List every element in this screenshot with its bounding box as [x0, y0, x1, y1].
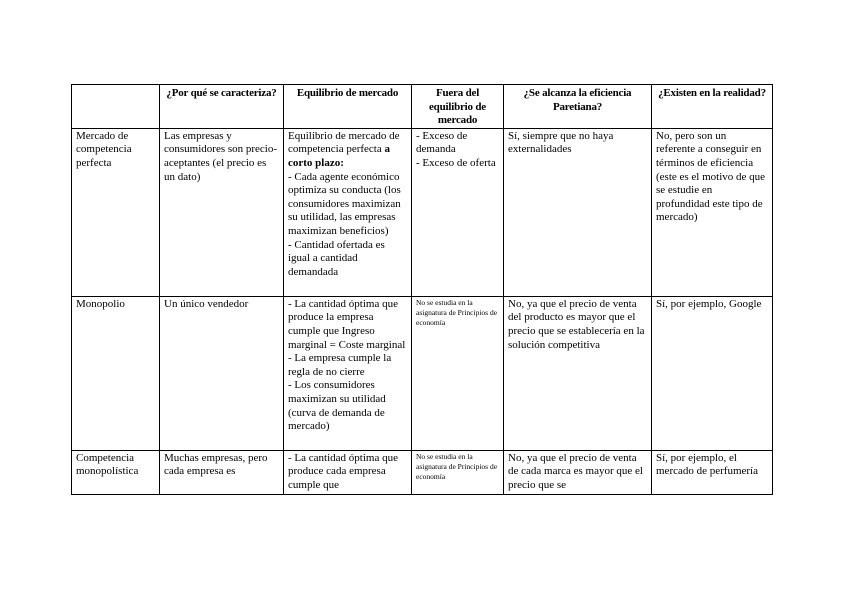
header-caracteriza: ¿Por qué se caracteriza? [160, 85, 284, 129]
header-eficiencia: ¿Se alcanza la eficiencia Paretiana? [504, 85, 652, 129]
cell-realidad: Sí, por ejemplo, Google [652, 296, 773, 450]
row-label: Mercado de competencia perfecta [72, 128, 160, 296]
cell-fuera: No se estudia en la asignatura de Principios de economía [412, 296, 504, 450]
cell-fuera: No se estudia en la asignatura de Principios de economía [412, 450, 504, 494]
header-row [72, 85, 773, 129]
equilibrio-item: - Cantidad ofertada es igual a cantidad demandada [288, 238, 385, 278]
cell-realidad: Sí, por ejemplo, el mercado de perfumería [652, 450, 773, 494]
equilibrio-item: - Cada agente económico optimiza su conducta (los consumidores maximizan su utilidad, las empresas maximizan beneficios) [288, 170, 401, 237]
table-row-competencia-perfecta [72, 128, 773, 296]
fuera-item: - Exceso de oferta [416, 156, 496, 169]
header-realidad: ¿Existen en la realidad? [652, 85, 773, 129]
equilibrio-item: - Los consumidores maximizan su utilidad (curva de demanda de mercado) [288, 379, 386, 433]
comparison-table [71, 84, 773, 495]
equilibrio-item: - La empresa cumple la regla de no cierre [288, 352, 392, 378]
table-row-monopolio [72, 296, 773, 450]
header-equilibrio: Equilibrio de mercado [284, 85, 412, 129]
cell-equilibrio [284, 450, 412, 494]
table-row-competencia-monopolistica [72, 450, 773, 494]
cell-realidad: No, pero son un referente a conseguir en términos de eficiencia (este es el motivo de que se estudie en profundidad este tipo de mercado) [652, 128, 773, 296]
cell-equilibrio [284, 128, 412, 296]
row-label: Competencia monopolística [72, 450, 160, 494]
cell-eficiencia: No, ya que el precio de venta del producto es mayor que el precio que se establecería en la solución competitiva [504, 296, 652, 450]
cell-fuera [412, 128, 504, 296]
cell-eficiencia: Sí, siempre que no haya externalidades [504, 128, 652, 296]
fuera-item: - Exceso de demanda [416, 129, 468, 156]
row-label: Monopolio [72, 296, 160, 450]
header-empty [72, 85, 160, 129]
header-fuera: Fuera del equilibrio de mercado [412, 85, 504, 129]
cell-equilibrio [284, 296, 412, 450]
cell-caracteriza: Muchas empresas, pero cada empresa es [160, 450, 284, 494]
cell-caracteriza: Un único vendedor [160, 296, 284, 450]
cell-caracteriza: Las empresas y consumidores son precio- aceptantes (el precio es un dato) [160, 128, 284, 296]
equilibrio-intro: Equilibrio de mercado de competencia perfecta [288, 129, 400, 156]
equilibrio-bold: a corto plazo: [288, 143, 390, 169]
cell-eficiencia [504, 450, 652, 494]
eficiencia-text: No, ya que el precio de venta de cada marca es mayor que el precio que se [508, 451, 643, 491]
equilibrio-item: - La cantidad óptima que produce la empresa cumple que Ingreso marginal = Coste marginal [288, 297, 406, 351]
equilibrio-text: - La cantidad óptima que produce cada empresa cumple que [288, 451, 398, 491]
